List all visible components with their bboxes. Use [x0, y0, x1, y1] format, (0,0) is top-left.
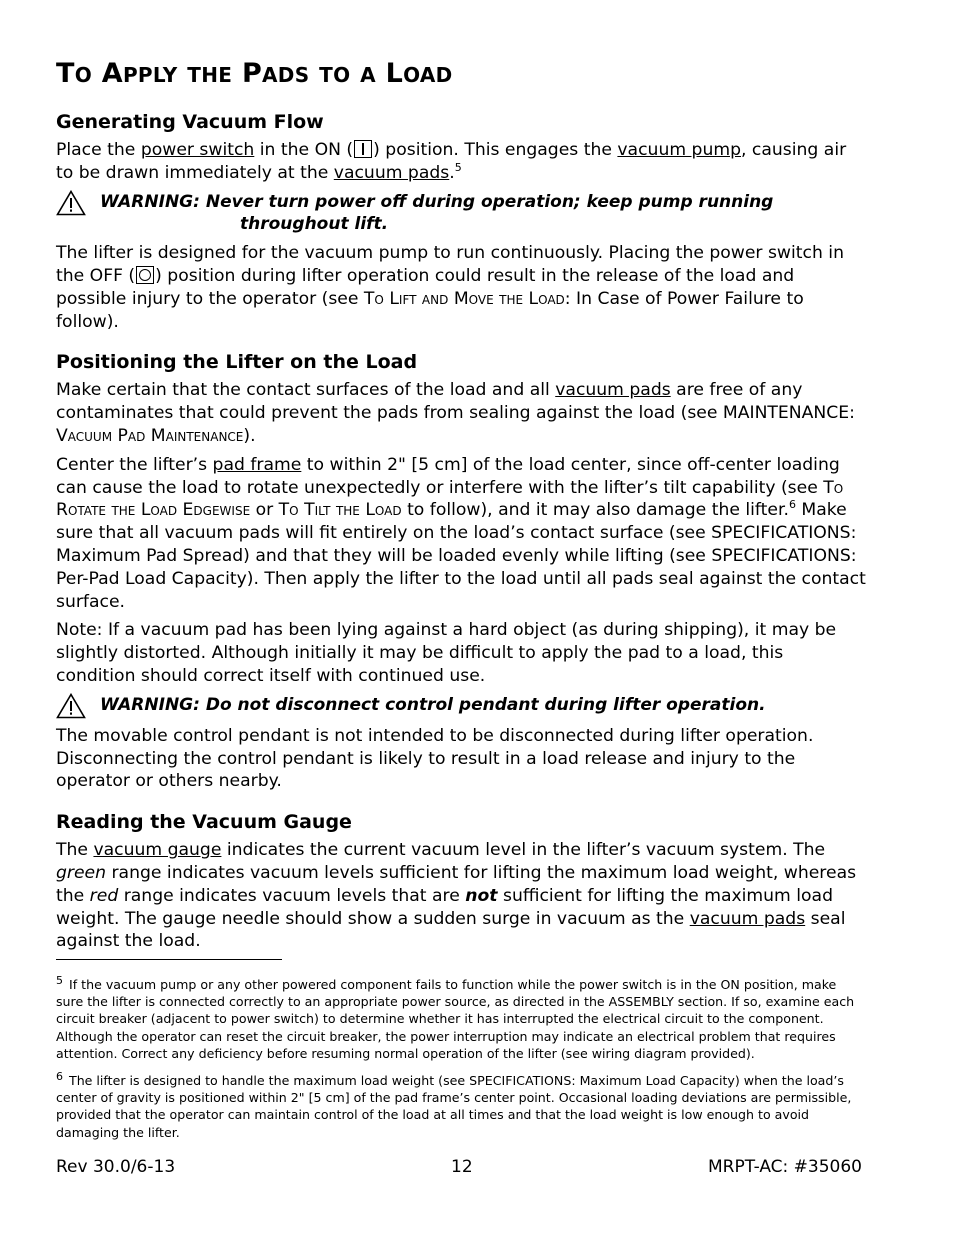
warning-note: WARNING: Never turn power off during operation; keep pump running throughout lift. — [56, 191, 866, 237]
document-page — [56, 58, 866, 959]
paragraph: Make certain that the contact surfaces of the load and all vacuum pads are free of any contaminates that could prevent the pads from sealing against the load (see MAINTENANCE: Vacuum Pad Maintenance). — [56, 380, 855, 446]
link-vacuum-pads[interactable]: vacuum pads — [333, 162, 450, 183]
footnote-divider — [56, 959, 282, 960]
warning-note: WARNING: Do not disconnect control pendant during lifter operation. — [56, 694, 866, 719]
paragraph: The lifter is designed for the vacuum pump to run continuously. Placing the power switch in the OFF ( ) position during lifter operation could result in the release of the load and possible injury to the operator (see To Lift and Move the Load: In Case of Power Failure to follow). — [56, 243, 844, 332]
link-vacuum-pads[interactable]: vacuum pads — [689, 908, 806, 929]
warning-triangle-icon — [56, 693, 86, 719]
paragraph: The movable control pendant is not intended to be disconnected during lifter operation. Disconnecting the control pendant is likely to result in a load release and injury to the operator or others nearby. — [56, 725, 814, 792]
footnote-ref[interactable]: 5 — [454, 160, 462, 174]
section-heading: Reading the Vacuum Gauge — [56, 811, 352, 834]
page-number: 12 — [451, 1157, 473, 1177]
note-paragraph: Note: If a vacuum pad has been lying against a hard object (as during shipping), it may be slightly distorted. Although initially it may be difficult to apply the pad to a load, this condition should correct itself with continued use. — [56, 620, 837, 686]
section-heading: Generating Vacuum Flow — [56, 111, 324, 133]
link-vacuum-gauge[interactable]: vacuum gauge — [93, 840, 222, 861]
footnote-5: 5 If the vacuum pump or any other powered component fails to function while the power switch is in the ON position, make sure the lifter is connected correctly to an appropriate power source, as directed in the ASSEMBLY section. If so, examine each circuit breaker (adjacent to power switch) to determine whether it has interrupted the electrical circuit to the component. Although the operator can reset the circuit breaker, the power interruption may indicate an electrical problem that requires attention. Correct any deficiency before resuming normal operation of the lifter (see wiring diagram provided). — [56, 974, 855, 1061]
power-off-symbol-icon — [136, 266, 154, 284]
footnote-ref[interactable]: 6 — [788, 498, 796, 512]
document-id: MRPT-AC: #35060 — [708, 1157, 862, 1177]
section-reading-vacuum-gauge — [56, 811, 866, 953]
link-power-switch[interactable]: power switch — [140, 140, 255, 160]
page-title: TO APPLY THE PADS TO A LOAD — [56, 58, 453, 89]
paragraph: The vacuum gauge indicates the current vacuum level in the lifter’s vacuum system. The green range indicates vacuum levels sufficient for lifting the maximum load weight, whereas the red range indicates vacuum levels that are not sufficient for lifting the maximum load weight. The gauge needle should show a sudden surge in vacuum as the vacuum pads seal against the load. — [56, 840, 857, 952]
link-vacuum-pads[interactable]: vacuum pads — [555, 380, 671, 401]
paragraph: Place the power switch in the ON ( ) position. This engages the vacuum pump, causing air to be drawn immediately at the vacuum pads.$^5$ — [56, 140, 847, 183]
page-footer — [56, 1157, 862, 1177]
paragraph: Center the lifter’s pad frame to within 2" [5 cm] of the load center, since off-center loading can cause the load to rotate unexpectedly or interfere with the lifter’s tilt capability (see To Rotate the Load Edgewise or To Tilt the Load to follow), and it may also damage the lifter.$^6$ Make sure that all vacuum pads will fit entirely on the load’s contact surface (see SPECIFICATIONS: Maximum Pad Spread) and that they will be loaded evenly while lifting (see SPECIFICATIONS: Per-Pad Load Capacity). Then apply the lifter to the load until all pads seal against the contact surface. — [56, 454, 866, 612]
section-positioning-lifter — [56, 351, 866, 793]
section-generating-vacuum-flow — [56, 111, 866, 333]
power-on-symbol-icon — [354, 140, 372, 158]
link-vacuum-pump[interactable]: vacuum pump — [617, 140, 741, 160]
footnote-6: 6 The lifter is designed to handle the maximum load weight (see SPECIFICATIONS: Maximum Load Capacity) when the load’s center of gravity is positioned within 2" [5 cm] of the pad frame’s center point. Occasional loading deviations are permissible, provided that the operator can maintain control of the load at all times and that the load weight is low enough to avoid damaging the lifter. — [56, 1070, 852, 1140]
footnotes — [56, 972, 862, 1147]
revision-label: Rev 30.0/6-13 — [56, 1157, 176, 1177]
link-pad-frame[interactable]: pad frame — [212, 454, 302, 475]
warning-triangle-icon — [56, 190, 86, 216]
section-heading: Positioning the Lifter on the Load — [56, 351, 418, 374]
